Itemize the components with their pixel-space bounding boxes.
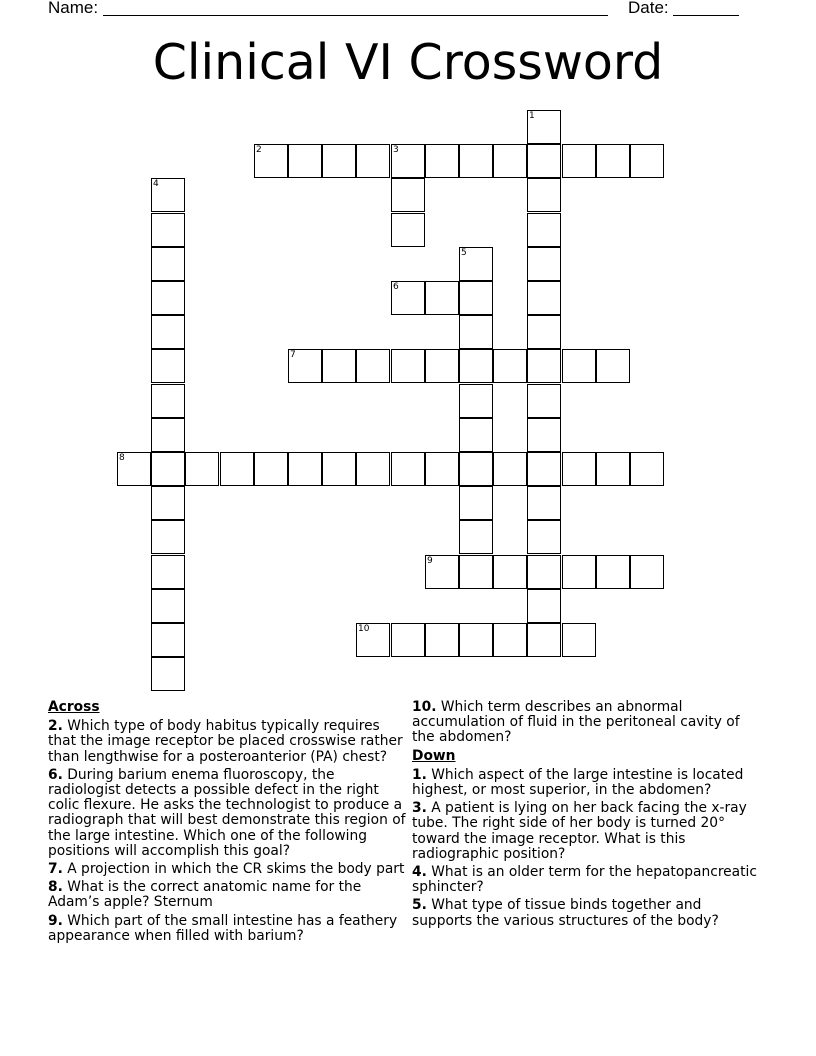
grid-cell[interactable] xyxy=(151,384,185,418)
clue-text: Which term describes an abnormal accumulation of fluid in the peritoneal cavity of the abdomen? xyxy=(412,699,740,746)
grid-cell[interactable] xyxy=(356,144,390,178)
grid-cell[interactable] xyxy=(527,349,561,383)
grid-cell[interactable] xyxy=(459,144,493,178)
clue-text: What type of tissue binds together and supports the various structures of the body? xyxy=(412,897,719,929)
grid-cell[interactable] xyxy=(527,452,561,486)
grid-cell[interactable] xyxy=(527,623,561,657)
across-heading: Across xyxy=(48,699,100,715)
clue-number: 6. xyxy=(48,766,63,783)
clue-across-2 xyxy=(48,719,408,765)
clue-number: 9. xyxy=(48,912,63,929)
grid-cell[interactable] xyxy=(527,247,561,281)
grid-cell[interactable] xyxy=(596,452,630,486)
grid-cell[interactable] xyxy=(562,623,596,657)
grid-cell[interactable] xyxy=(391,349,425,383)
grid-cell[interactable] xyxy=(562,144,596,178)
grid-cell[interactable] xyxy=(425,349,459,383)
clues-left-column xyxy=(48,700,408,947)
grid-cell[interactable] xyxy=(288,452,322,486)
grid-cell[interactable] xyxy=(151,657,185,691)
grid-cell[interactable] xyxy=(151,418,185,452)
grid-cell[interactable] xyxy=(425,452,459,486)
clue-across-6 xyxy=(48,768,408,859)
grid-cell[interactable] xyxy=(527,110,561,144)
grid-cell[interactable] xyxy=(322,452,356,486)
clue-text: A projection in which the CR skims the body part xyxy=(67,861,405,878)
grid-cell[interactable] xyxy=(459,418,493,452)
cell-number: 1 xyxy=(529,111,535,121)
grid-cell[interactable] xyxy=(527,315,561,349)
cell-number: 3 xyxy=(393,145,399,155)
clue-text: What is an older term for the hepatopancreatic sphincter? xyxy=(412,864,757,896)
clue-number: 1. xyxy=(412,766,427,783)
grid-cell[interactable] xyxy=(459,315,493,349)
clue-number: 8. xyxy=(48,879,63,896)
clue-text: A patient is lying on her back facing the x-ray tube. The right side of her body is turned 20° toward the image receptor. What is this radiographic position? xyxy=(412,800,747,862)
cell-number: 6 xyxy=(393,282,399,292)
grid-cell[interactable] xyxy=(630,144,664,178)
grid-cell[interactable] xyxy=(459,555,493,589)
grid-cell[interactable] xyxy=(527,384,561,418)
grid-cell[interactable] xyxy=(493,144,527,178)
grid-cell[interactable] xyxy=(322,144,356,178)
name-label: Name: xyxy=(48,0,99,17)
grid-cell[interactable] xyxy=(391,623,425,657)
grid-cell[interactable] xyxy=(151,589,185,623)
cell-number: 10 xyxy=(358,624,370,634)
grid-cell[interactable] xyxy=(151,281,185,315)
clue-across-10 xyxy=(412,700,762,746)
grid-cell[interactable] xyxy=(459,623,493,657)
grid-cell[interactable] xyxy=(220,452,254,486)
grid-cell[interactable] xyxy=(151,486,185,520)
grid-cell[interactable] xyxy=(151,349,185,383)
grid-cell[interactable] xyxy=(459,247,493,281)
clue-down-4 xyxy=(412,865,762,895)
grid-cell[interactable] xyxy=(459,349,493,383)
grid-cell[interactable] xyxy=(459,520,493,554)
clue-across-8 xyxy=(48,880,408,910)
grid-cell[interactable] xyxy=(151,247,185,281)
grid-cell[interactable] xyxy=(459,384,493,418)
clue-text: During barium enema fluoroscopy, the radiologist detects a possible defect in the right colic flexure. He asks the technologist to produce a radiograph that will best demonstrate this region of the large intestine. Which one of the following positions will accomplish this goal? xyxy=(48,766,406,859)
grid-cell[interactable] xyxy=(322,349,356,383)
cell-number: 7 xyxy=(290,350,296,360)
grid-cell[interactable] xyxy=(562,452,596,486)
clue-number: 10. xyxy=(412,699,437,715)
clue-across-7 xyxy=(48,862,408,877)
grid-cell[interactable] xyxy=(117,452,151,486)
grid-cell[interactable] xyxy=(391,452,425,486)
date-label: Date: xyxy=(628,0,669,17)
grid-cell[interactable] xyxy=(527,418,561,452)
page-title: Clinical VI Crossword xyxy=(152,34,664,91)
cell-number: 5 xyxy=(461,248,467,258)
grid-cell[interactable] xyxy=(493,623,527,657)
grid-cell[interactable] xyxy=(151,520,185,554)
name-field[interactable] xyxy=(103,15,608,16)
grid-cell[interactable] xyxy=(391,281,425,315)
clue-text: Which aspect of the large intestine is located highest, or most superior, in the abdomen? xyxy=(412,766,744,799)
cell-number: 2 xyxy=(256,145,262,155)
grid-cell[interactable] xyxy=(527,555,561,589)
clue-number: 2. xyxy=(48,718,63,735)
clue-number: 3. xyxy=(412,800,427,817)
clue-text: Which part of the small intestine has a feathery appearance when filled with barium? xyxy=(48,912,398,944)
grid-cell[interactable] xyxy=(356,452,390,486)
header xyxy=(48,0,748,20)
grid-cell[interactable] xyxy=(493,349,527,383)
grid-cell[interactable] xyxy=(493,555,527,589)
grid-cell[interactable] xyxy=(527,213,561,247)
grid-cell[interactable] xyxy=(151,178,185,212)
grid-cell[interactable] xyxy=(288,349,322,383)
grid-cell[interactable] xyxy=(425,623,459,657)
down-heading: Down xyxy=(412,747,456,764)
cell-number: 9 xyxy=(427,556,433,566)
grid-cell[interactable] xyxy=(425,281,459,315)
grid-cell[interactable] xyxy=(356,623,390,657)
grid-cell[interactable] xyxy=(151,623,185,657)
cell-number: 4 xyxy=(153,179,159,189)
grid-cell[interactable] xyxy=(151,452,185,486)
grid-cell[interactable] xyxy=(356,349,390,383)
grid-cell[interactable] xyxy=(527,144,561,178)
grid-cell[interactable] xyxy=(151,555,185,589)
grid-cell[interactable] xyxy=(459,281,493,315)
clue-number: 7. xyxy=(48,861,63,878)
grid-cell[interactable] xyxy=(391,178,425,212)
grid-cell[interactable] xyxy=(391,144,425,178)
grid-cell[interactable] xyxy=(527,589,561,623)
grid-cell[interactable] xyxy=(527,486,561,520)
grid-cell[interactable] xyxy=(596,144,630,178)
grid-cell[interactable] xyxy=(596,555,630,589)
clue-down-3 xyxy=(412,801,762,862)
grid-cell[interactable] xyxy=(185,452,219,486)
grid-cell[interactable] xyxy=(459,486,493,520)
grid-cell[interactable] xyxy=(425,144,459,178)
grid-cell[interactable] xyxy=(493,452,527,486)
grid-cell[interactable] xyxy=(151,315,185,349)
grid-cell[interactable] xyxy=(459,452,493,486)
grid-cell[interactable] xyxy=(527,281,561,315)
clue-across-9 xyxy=(48,914,408,944)
grid-cell[interactable] xyxy=(630,452,664,486)
grid-cell[interactable] xyxy=(151,213,185,247)
grid-cell[interactable] xyxy=(562,555,596,589)
clue-down-5 xyxy=(412,898,762,928)
clue-text: What is the correct anatomic name for the Adam’s apple? Sternum xyxy=(48,879,362,911)
clue-number: 4. xyxy=(412,864,427,881)
grid-cell[interactable] xyxy=(596,349,630,383)
clue-down-1 xyxy=(412,768,762,798)
grid-cell[interactable] xyxy=(254,144,288,178)
cell-number: 8 xyxy=(119,453,125,463)
grid-cell[interactable] xyxy=(527,520,561,554)
grid-cell[interactable] xyxy=(288,144,322,178)
grid-cell[interactable] xyxy=(425,555,459,589)
grid-cell[interactable] xyxy=(630,555,664,589)
grid-cell[interactable] xyxy=(527,178,561,212)
grid-cell[interactable] xyxy=(391,213,425,247)
date-field[interactable] xyxy=(673,15,739,16)
clues-right-column xyxy=(412,700,762,932)
clue-number: 5. xyxy=(412,897,427,914)
grid-cell[interactable] xyxy=(562,349,596,383)
clue-text: Which type of body habitus typically requires that the image receptor be placed crosswise rather than lengthwise for a posteroanterior (PA) chest? xyxy=(48,718,403,765)
grid-cell[interactable] xyxy=(254,452,288,486)
